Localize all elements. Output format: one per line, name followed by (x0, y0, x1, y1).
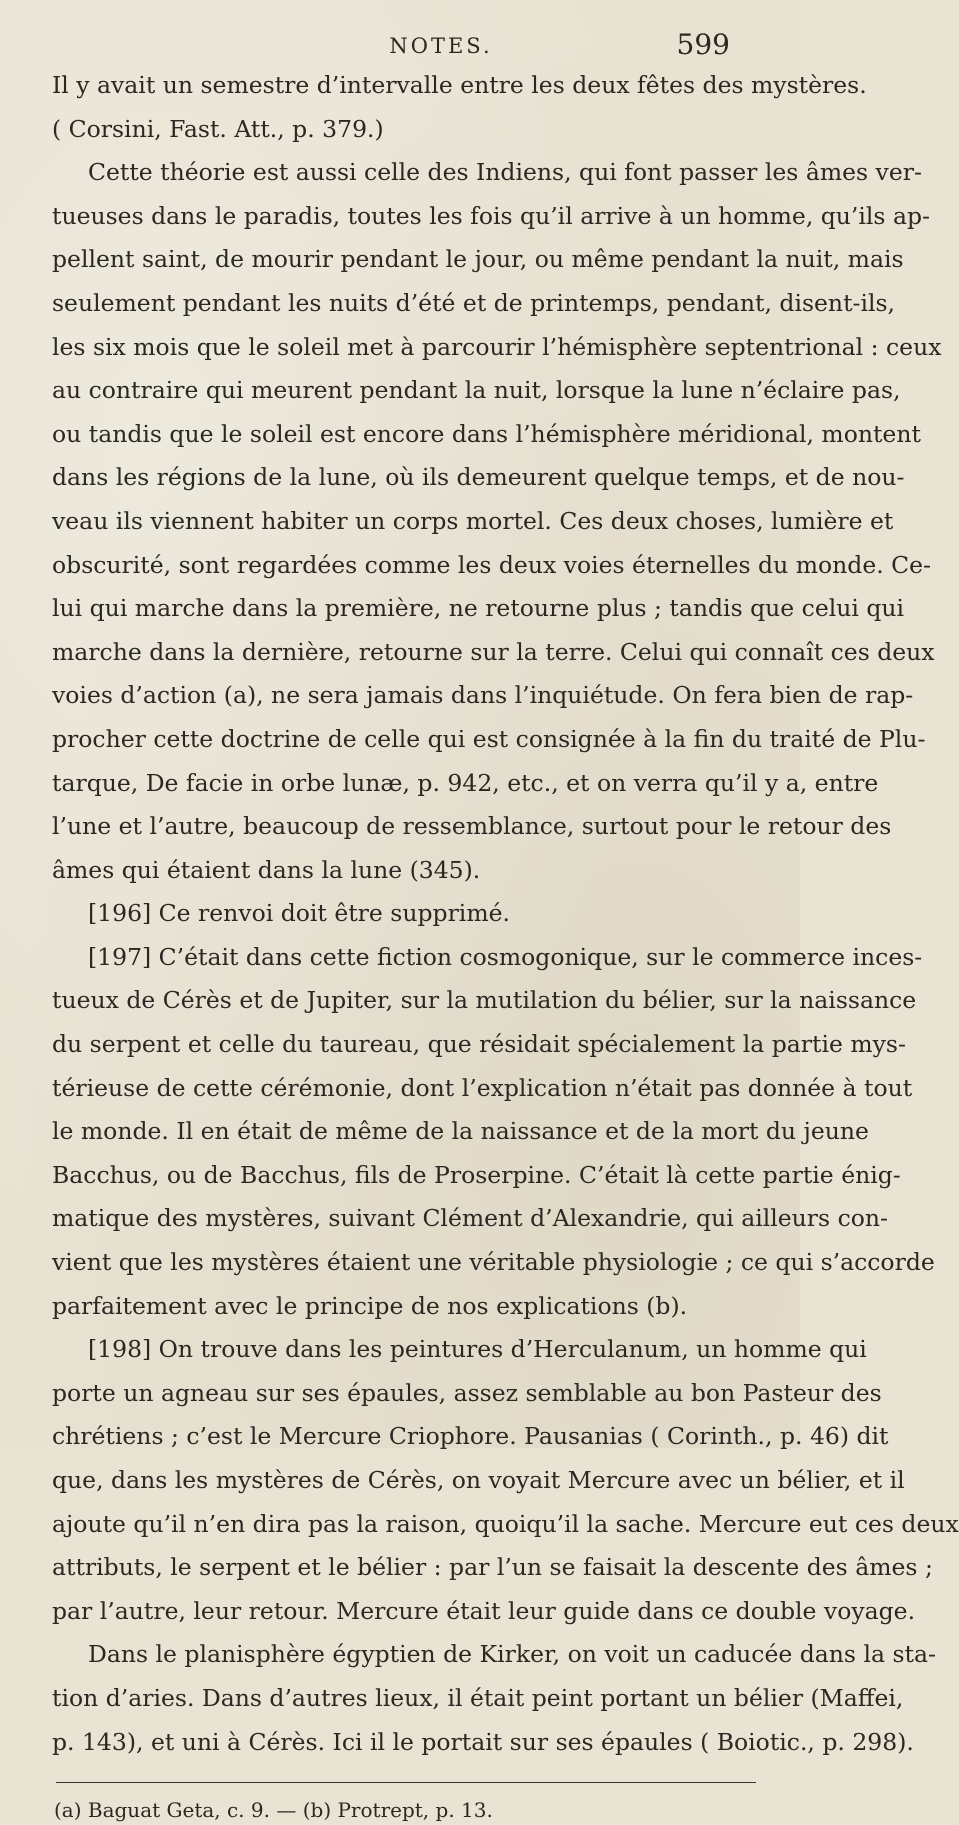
text-line: l’une et l’autre, beaucoup de ressemblance, surtout pour le retour des (52, 812, 892, 841)
text-line: seulement pendant les nuits d’été et de printemps, pendant, disent-ils, (52, 288, 896, 317)
text-line: pellent saint, de mourir pendant le jour, ou même pendant la nuit, mais (52, 245, 904, 274)
running-head: NOTES. (389, 34, 493, 58)
text-line: [196] Ce renvoi doit être supprimé. (88, 899, 510, 928)
text-line: matique des mystères, suivant Clément d’Alexandrie, qui ailleurs con- (52, 1204, 888, 1233)
text-line: chrétiens ; c’est le Mercure Criophore. Pausanias ( Corinth., p. 46) dit (52, 1422, 889, 1451)
text-line: Cette théorie est aussi celle des Indiens, qui font passer les âmes ver- (88, 158, 922, 187)
page-number: 599 (676, 28, 730, 61)
text-line: du serpent et celle du taureau, que résidait spécialement la partie mys- (52, 1030, 906, 1059)
text-line: [198] On trouve dans les peintures d’Herculanum, un homme qui (88, 1335, 867, 1364)
text-line: au contraire qui meurent pendant la nuit, lorsque la lune n’éclaire pas, (52, 376, 901, 405)
text-line: obscurité, sont regardées comme les deux voies éternelles du monde. Ce- (52, 550, 931, 579)
text-line: le monde. Il en était de même de la naissance et de la mort du jeune (52, 1117, 869, 1146)
text-line: ( Corsini, Fast. Att., p. 379.) (52, 114, 384, 143)
text-line: parfaitement avec le principe de nos explications (b). (52, 1291, 688, 1320)
text-line: procher cette doctrine de celle qui est consignée à la fin du traité de Plu- (52, 724, 926, 753)
text-line: ou tandis que le soleil est encore dans l’hémisphère méridional, montent (52, 419, 921, 448)
text-line: que, dans les mystères de Cérès, on voyait Mercure avec un bélier, et il (52, 1466, 905, 1494)
text-line: attributs, le serpent et le bélier : par l’un se faisait la descente des âmes ; (52, 1553, 933, 1582)
text-line: vient que les mystères étaient une véritable physiologie ; ce qui s’accorde (52, 1248, 935, 1277)
text-line: porte un agneau sur ses épaules, assez semblable au bon Pasteur des (52, 1378, 882, 1407)
text-line: [197] C’était dans cette fiction cosmogonique, sur le commerce inces- (88, 942, 923, 971)
body-text (52, 64, 959, 1764)
text-line: Bacchus, ou de Bacchus, fils de Proserpine. C’était là cette partie énig- (52, 1160, 901, 1189)
footnote: (a) Baguat Geta, c. 9. — (b) Protrept, p. 13. (54, 1798, 493, 1823)
text-line: âmes qui étaient dans la lune (345). (52, 855, 481, 884)
text-line: tarque, De facie in orbe lunæ, p. 942, etc., et on verra qu’il y a, entre (52, 768, 879, 797)
text-line: veau ils viennent habiter un corps mortel. Ces deux choses, lumière et (52, 506, 894, 535)
footnote-divider (56, 1782, 756, 1783)
text-line: lui qui marche dans la première, ne retourne plus ; tandis que celui qui (52, 594, 905, 623)
page-header (52, 26, 760, 64)
text-line: p. 143), et uni à Cérès. Ici il le portait sur ses épaules ( Boiotic., p. 298). (52, 1727, 914, 1756)
text-line: voies d’action (a), ne sera jamais dans l’inquiétude. On fera bien de rap- (52, 681, 914, 710)
text-line: dans les régions de la lune, où ils demeurent quelque temps, et de nou- (52, 463, 905, 492)
text-line: tueuses dans le paradis, toutes les fois qu’il arrive à un homme, qu’ils ap- (52, 201, 930, 230)
text-line: térieuse de cette cérémonie, dont l’explication n’était pas donnée à tout (52, 1073, 913, 1102)
text-line: tion d’aries. Dans d’autres lieux, il était peint portant un bélier (Maffei, (52, 1683, 904, 1712)
text-line: Il y avait un semestre d’intervalle entre les deux fêtes des mystères. (52, 71, 867, 99)
text-line: ajoute qu’il n’en dira pas la raison, quoiqu’il la sache. Mercure eut ces deux (52, 1509, 959, 1538)
text-line: par l’autre, leur retour. Mercure était leur guide dans ce double voyage. (52, 1596, 916, 1625)
text-line: les six mois que le soleil met à parcourir l’hémisphère septentrional : ceux (52, 332, 942, 361)
text-line: marche dans la dernière, retourne sur la terre. Celui qui connaît ces deux (52, 637, 935, 666)
text-line: tueux de Cérès et de Jupiter, sur la mutilation du bélier, sur la naissance (52, 986, 917, 1015)
text-line: Dans le planisphère égyptien de Kirker, on voit un caducée dans la sta- (88, 1640, 936, 1669)
